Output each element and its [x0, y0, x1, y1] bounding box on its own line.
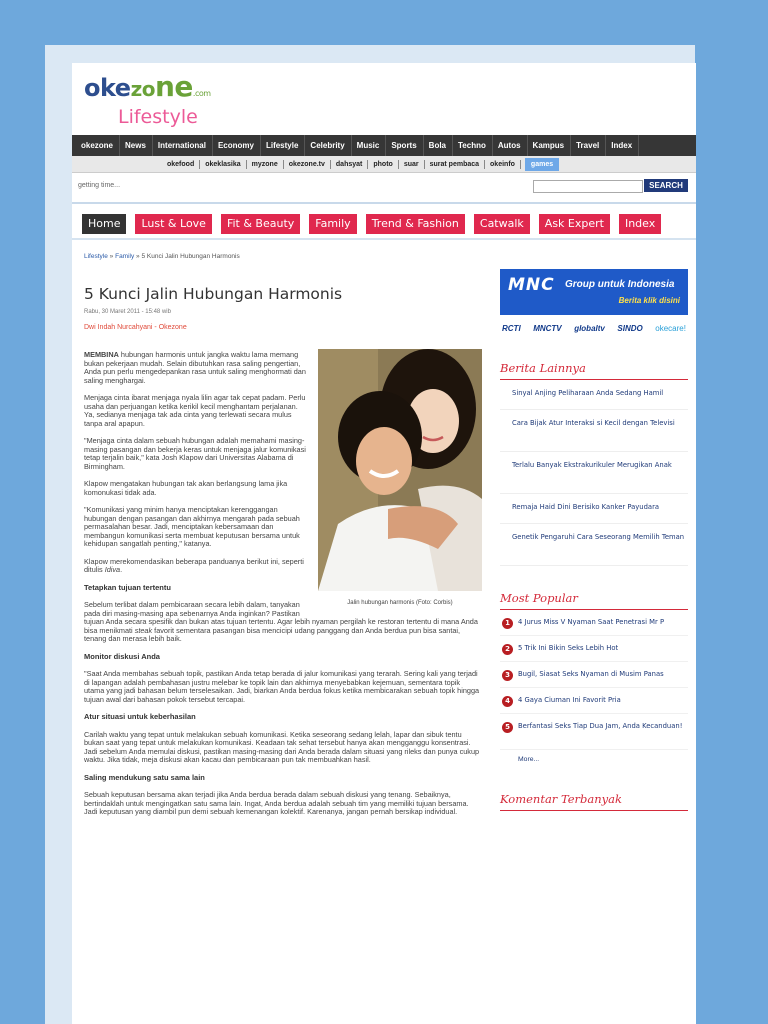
status-bar: [72, 177, 696, 199]
globaltv-logo[interactable]: globaltv: [574, 323, 605, 333]
cat-trend-fashion[interactable]: Trend & Fashion: [366, 214, 465, 234]
mnc-tagline: Group untuk Indonesia: [565, 279, 675, 290]
logo-zo: zo: [130, 77, 155, 101]
berita-item[interactable]: Cara Bijak Atur Interaksi si Kecil dengan Televisi: [500, 410, 688, 452]
header-divider: [72, 202, 696, 204]
mnc-logo: MNC: [508, 275, 555, 295]
article-paragraph: Menjaga cinta ibarat menjaga nyala lilin agar tak cepat padam. Perlu usaha dan perjuangan ketika kerikil kecil menghantam perjalanan. Ya, sedianya menjaga tak ada cinta yang terlewati secara mulus tanpa aral apapun.: [84, 393, 306, 428]
okecare-logo[interactable]: okecare!: [655, 323, 686, 333]
subnav-photo[interactable]: photo: [368, 160, 398, 169]
rank-badge: 3: [502, 670, 513, 681]
popular-item[interactable]: [500, 636, 688, 662]
cat-catwalk[interactable]: Catwalk: [474, 214, 530, 234]
main-nav: [72, 135, 696, 156]
article-emphasis: steak: [134, 625, 153, 635]
article-title: 5 Kunci Jalin Hubungan Harmonis: [84, 285, 343, 303]
subnav-okefood[interactable]: okefood: [162, 160, 200, 169]
nav-celebrity[interactable]: Celebrity: [305, 135, 351, 156]
article-paragraph: "Saat Anda membahas sebuah topik, pastikan Anda tetap berada di jalur komunikasi yang terarah. Sering kali yang terjadi di lapangan adalah pembahasan justru melebar ke topik lain dan akhirnya menyebabkan kejemuan, sementara topik utama yang jadi bahasan belum terselesaikan. Jadi, biarkan Anda berdua fokus ketika membicarakan sebuah topik hingga tujuan awal dari bahasan pokok tersebut tercapai.: [84, 669, 480, 704]
mnc-banner[interactable]: [500, 269, 688, 315]
subnav-games[interactable]: games: [525, 158, 559, 171]
sidebar: [500, 269, 688, 811]
subnav-suar[interactable]: suar: [399, 160, 425, 169]
nav-international[interactable]: International: [153, 135, 213, 156]
subnav-okeklasika[interactable]: okeklasika: [200, 160, 246, 169]
article-date: Rabu, 30 Maret 2011 - 15:48 wib: [84, 309, 171, 315]
nav-bola[interactable]: Bola: [424, 135, 453, 156]
nav-music[interactable]: Music: [352, 135, 387, 156]
category-divider: [72, 238, 696, 240]
couple-photo: [318, 349, 482, 591]
logo-ne: ne: [154, 70, 193, 103]
sindo-logo[interactable]: SINDO: [617, 323, 643, 333]
rank-badge: 2: [502, 644, 513, 655]
photo-caption: Jalin hubungan harmonis (Foto: Corbis): [347, 600, 453, 606]
berita-item[interactable]: Remaja Haid Dini Berisiko Kanker Payudara: [500, 494, 688, 524]
nav-autos[interactable]: Autos: [493, 135, 528, 156]
nav-lifestyle[interactable]: Lifestyle: [261, 135, 305, 156]
breadcrumb: [84, 253, 484, 260]
nav-travel[interactable]: Travel: [571, 135, 606, 156]
article-photo: [318, 349, 482, 608]
nav-techno[interactable]: Techno: [453, 135, 493, 156]
popular-item-label: 4 Gaya Ciuman Ini Favorit Pria: [518, 696, 621, 704]
rank-badge: 4: [502, 696, 513, 707]
popular-item-label: Bugil, Siasat Seks Nyaman di Musim Panas: [518, 670, 664, 678]
cat-fit-beauty[interactable]: Fit & Beauty: [221, 214, 300, 234]
berita-lainnya-heading: Berita Lainnya: [500, 361, 688, 380]
cat-ask-expert[interactable]: Ask Expert: [539, 214, 610, 234]
article-paragraph: Klapow mengatakan hubungan tak akan berlangsung lama jika komonukasi tidak ada.: [84, 479, 288, 497]
subnav-okezone-tv[interactable]: okezone.tv: [284, 160, 331, 169]
popular-item-label: Berfantasi Seks Tiap Dua Jam, Anda Kecanduan!: [518, 722, 683, 730]
logo-lifestyle: Lifestyle: [118, 106, 198, 128]
article-text: favorit sementara pasangan bisa mencicipi udang panggang dan Anda berdua pun bisa santai, tenang dan merasa lebih baik.: [84, 625, 461, 643]
breadcrumb-current: 5 Kunci Jalin Hubungan Harmonis: [141, 253, 240, 260]
breadcrumb-sep: »: [134, 253, 142, 260]
nav-kampus[interactable]: Kampus: [528, 135, 572, 156]
okezone-lifestyle-logo[interactable]: [84, 70, 211, 133]
subnav-okeinfo[interactable]: okeinfo: [485, 160, 521, 169]
article-subheading: Monitor diskusi Anda: [84, 651, 160, 661]
cat-family[interactable]: Family: [309, 214, 356, 234]
article-paragraph: "Komunikasi yang minim hanya menciptakan kerenggangan hubungan dengan pasangan dan akhirnya mengarah pada sebuah permasalahan besar. Jadi, menciptakan kebersamaan dan membangun komunikasi serta membuat keputusan bersama untuk kehidupan sangatlah penting," katanya.: [84, 505, 300, 548]
cat-home[interactable]: Home: [82, 214, 126, 234]
article-text: .: [120, 565, 123, 574]
breadcrumb-family[interactable]: Family: [115, 253, 135, 260]
more-link[interactable]: More...: [518, 756, 540, 763]
page-wrapper: [45, 45, 695, 1024]
popular-item[interactable]: [500, 688, 688, 714]
popular-item-label: 5 Trik Ini Bikin Seks Lebih Hot: [518, 644, 619, 652]
berita-item[interactable]: Terlalu Banyak Ekstrakurikuler Merugikan Anak: [500, 452, 688, 494]
article-paragraph: Carilah waktu yang tepat untuk melakukan sebuah komunikasi. Ketika seseorang sedang lelah, lapar dan sibuk tentu bukan saat yang tepat untuk melakukan komunikasi. Keadaan tak sehat tersebut hanya akan mengganggu konsentrasi. Jadi sebelum Anda memulai diskusi, pastikan masing-masing dari Anda berada dalam situasi yang rileks dan punya cukup waktu. Jika tidak, meja diskusi akan kacau dan pembicaraan pun tak membuahkan hasil.: [84, 729, 480, 764]
mnctv-logo[interactable]: MNCTV: [533, 323, 562, 333]
cat-lust-love[interactable]: Lust & Love: [135, 214, 211, 234]
category-nav: [82, 214, 670, 234]
cat-index[interactable]: Index: [619, 214, 661, 234]
search-button[interactable]: SEARCH: [644, 179, 688, 192]
popular-list: [500, 610, 688, 750]
logo-oke: oke: [84, 74, 131, 102]
popular-item[interactable]: [500, 610, 688, 636]
logo-com: .com: [192, 89, 211, 98]
status-text: getting time...: [78, 182, 121, 189]
site-frame: [72, 63, 696, 1024]
article-lead-word: MEMBINA: [84, 350, 119, 359]
subnav-surat-pembaca[interactable]: surat pembaca: [425, 160, 485, 169]
breadcrumb-sep: »: [107, 253, 116, 260]
mnc-link-text: Berita klik disini: [618, 296, 680, 305]
berita-item[interactable]: Genetik Pengaruhi Cara Seseorang Memilih Teman: [500, 524, 688, 566]
nav-okezone[interactable]: okezone: [76, 135, 120, 156]
subnav-myzone[interactable]: myzone: [247, 160, 284, 169]
article-body: [84, 351, 482, 826]
partner-logos: [500, 321, 688, 335]
article-subheading: Tetapkan tujuan tertentu: [84, 582, 171, 592]
article-text: Klapow merekomendasikan beberapa panduanya berikut ini, seperti ditulis: [84, 556, 304, 574]
rank-badge: 5: [502, 722, 513, 733]
nav-news[interactable]: News: [120, 135, 153, 156]
popular-item-label: 4 Jurus Miss V Nyaman Saat Penetrasi Mr P: [518, 618, 665, 626]
popular-item[interactable]: [500, 714, 688, 750]
article-paragraph: "Menjaga cinta dalam sebuah hubungan adalah memahami masing-masing pasangan dan bekerja keras untuk menjaga jalur komunikasi tetap terjalin baik," kata Josh Klapow dari Universitas Alabama di Birmingham.: [84, 436, 306, 471]
most-popular-heading: Most Popular: [500, 591, 688, 610]
article-author: Dwi Indah Nurcahyani - Okezone: [84, 324, 187, 331]
nav-sports[interactable]: Sports: [386, 135, 423, 156]
search-input[interactable]: [533, 180, 643, 193]
subnav-dahsyat[interactable]: dahsyat: [331, 160, 368, 169]
popular-item[interactable]: [500, 662, 688, 688]
komentar-terbanyak-heading: Komentar Terbanyak: [500, 792, 688, 811]
berita-list: [500, 380, 688, 566]
article-subheading: Saling mendukung satu sama lain: [84, 772, 205, 782]
nav-index[interactable]: Index: [606, 135, 639, 156]
nav-economy[interactable]: Economy: [213, 135, 261, 156]
article-text: hubungan harmonis untuk jangka waktu lama memang bukan pekerjaan mudah. Selain dibutuhkan rasa saling pengertian, Anda pun perlu mengedepankan rasa untuk saling menghormati dan saling menghargai.: [84, 350, 306, 385]
rcti-logo[interactable]: RCTI: [502, 323, 521, 333]
breadcrumb-lifestyle[interactable]: Lifestyle: [84, 253, 108, 260]
article-source: Idiva: [104, 565, 121, 574]
sub-nav: [72, 156, 696, 173]
article-subheading: Atur situasi untuk keberhasilan: [84, 712, 196, 721]
rank-badge: 1: [502, 618, 513, 629]
berita-item[interactable]: Sinyal Anjing Peliharaan Anda Sedang Hamil: [500, 380, 688, 410]
article-column: [84, 253, 484, 816]
article-paragraph: Sebuah keputusan bersama akan terjadi jika Anda berdua berada dalam sebuah diskusi yang tenang. Sebaiknya, bertindaklah untuk mengingatkan satu sama lain. Ingat, Anda berdua adalah sebuah tim yang memiliki tujuan bersama. Jadi keputusan yang diambil pun demi sebuah kemenangan kolektif. Karenanya, jangan pernah bersikap individual.: [84, 790, 469, 816]
article-text: Sebelum terlibat dalam pembicaraan secara lebih dalam, tanyakan pada diri masing-masing apa sebenarnya Anda inginkan? Pastikan tujuan Anda secara spesifik dan bukan atas tujuan tertentu. Agar lebih nyaman pergilah ke restoran tertentu di mana Anda bisa menikmati: [84, 600, 478, 635]
